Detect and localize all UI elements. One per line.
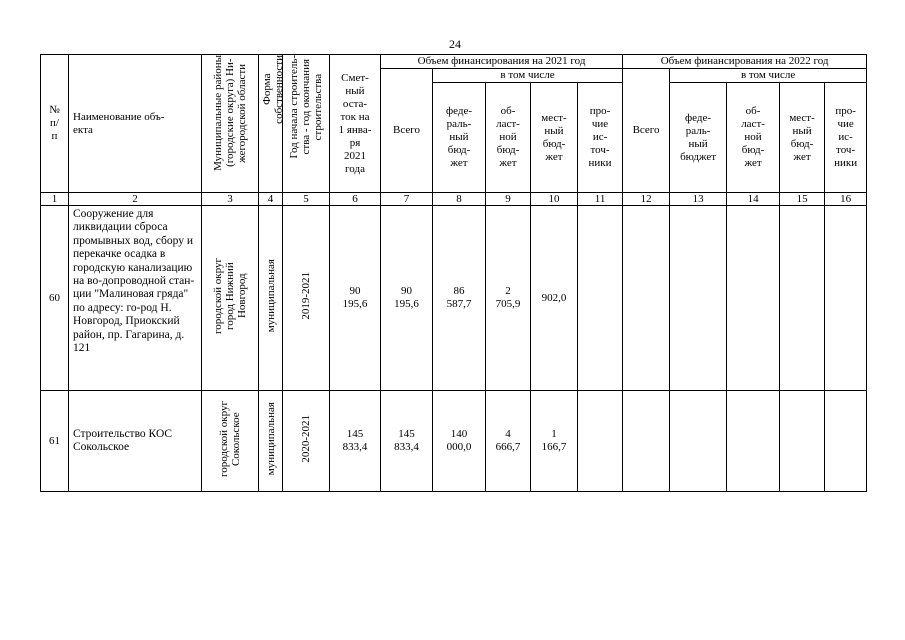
column-number: 2 <box>69 193 202 206</box>
header-group-2022: Объем финансирования на 2022 год <box>623 55 867 69</box>
header-name: Наименование объ- екта <box>69 55 202 193</box>
row-number: 61 <box>41 391 69 492</box>
header-total-2022: Всего <box>623 69 670 193</box>
header-other-2021: про- чие ис- точ- ники <box>578 83 623 193</box>
header-group-2021: Объем финансирования на 2021 год <box>381 55 623 69</box>
local-2022-cell <box>780 391 825 492</box>
column-number: 3 <box>202 193 259 206</box>
regional-2021-cell: 2 705,9 <box>486 206 531 391</box>
years-cell: 2019-2021 <box>283 206 330 391</box>
remainder-cell: 90 195,6 <box>330 206 381 391</box>
other-2022-cell <box>825 391 867 492</box>
total-2021-cell: 90 195,6 <box>381 206 433 391</box>
column-number: 11 <box>578 193 623 206</box>
object-name: Строительство КОС Сокольское <box>69 391 202 492</box>
regional-2022-cell <box>727 206 780 391</box>
header-remainder: Смет- ный оста- ток на 1 янва- ря 2021 года <box>330 55 381 193</box>
column-number: 13 <box>670 193 727 206</box>
column-number-row <box>41 193 867 206</box>
district-cell: городской округ Сокольское <box>202 391 259 492</box>
total-2022-cell <box>623 391 670 492</box>
page-number: 24 <box>449 37 461 51</box>
other-2021-cell <box>578 391 623 492</box>
header-years: Год начала строитель- ства - год окончания строительства <box>283 55 330 193</box>
header-other-2022: про- чие ис- точ- ники <box>825 83 867 193</box>
header-district: Муниципальные районы (городские округа) Ни- жегородской области <box>202 55 259 193</box>
header-ownership: Форма собственности <box>259 55 283 193</box>
table-row <box>41 391 867 492</box>
federal-2021-cell: 140 000,0 <box>433 391 486 492</box>
column-number: 6 <box>330 193 381 206</box>
federal-2021-cell: 86 587,7 <box>433 206 486 391</box>
local-2022-cell <box>780 206 825 391</box>
column-number: 1 <box>41 193 69 206</box>
column-number: 4 <box>259 193 283 206</box>
regional-2021-cell: 4 666,7 <box>486 391 531 492</box>
other-2021-cell <box>578 206 623 391</box>
header-federal-2021: феде- раль- ный бюд- жет <box>433 83 486 193</box>
header-regional-2021: об- ласт- ной бюд- жет <box>486 83 531 193</box>
local-2021-cell: 902,0 <box>531 206 578 391</box>
column-number: 5 <box>283 193 330 206</box>
remainder-cell: 145 833,4 <box>330 391 381 492</box>
header-local-2022: мест- ный бюд- жет <box>780 83 825 193</box>
ownership-cell: муниципальная <box>259 391 283 492</box>
row-number: 60 <box>41 206 69 391</box>
column-number: 10 <box>531 193 578 206</box>
ownership-cell: муниципальная <box>259 206 283 391</box>
total-2021-cell: 145 833,4 <box>381 391 433 492</box>
local-2021-cell: 1 166,7 <box>531 391 578 492</box>
district-cell: городской округ город Нижний Новгород <box>202 206 259 391</box>
column-number: 15 <box>780 193 825 206</box>
header-regional-2022: об- ласт- ной бюд- жет <box>727 83 780 193</box>
header-including-2022: в том числе <box>670 69 867 83</box>
column-number: 14 <box>727 193 780 206</box>
years-cell: 2020-2021 <box>283 391 330 492</box>
column-number: 9 <box>486 193 531 206</box>
other-2022-cell <box>825 206 867 391</box>
financing-table <box>40 54 867 492</box>
column-number: 8 <box>433 193 486 206</box>
header-local-2021: мест- ный бюд- жет <box>531 83 578 193</box>
header-row-group <box>41 55 867 69</box>
table-row <box>41 206 867 391</box>
regional-2022-cell <box>727 391 780 492</box>
column-number: 16 <box>825 193 867 206</box>
column-number: 12 <box>623 193 670 206</box>
federal-2022-cell <box>670 206 727 391</box>
total-2022-cell <box>623 206 670 391</box>
column-number: 7 <box>381 193 433 206</box>
header-no: № п/ п <box>41 55 69 193</box>
header-federal-2022: феде- раль- ный бюджет <box>670 83 727 193</box>
header-total-2021: Всего <box>381 69 433 193</box>
object-name: Сооружение для ликвидации сброса промывных вод, сбору и перекачке осадка в городскую канализацию на во-допроводной стан-ции "Малиновая гряда" по адресу: го-род Н. Новгород, Приокский район, пр. Гагарина, д. 121 <box>69 206 202 391</box>
header-including-2021: в том числе <box>433 69 623 83</box>
federal-2022-cell <box>670 391 727 492</box>
